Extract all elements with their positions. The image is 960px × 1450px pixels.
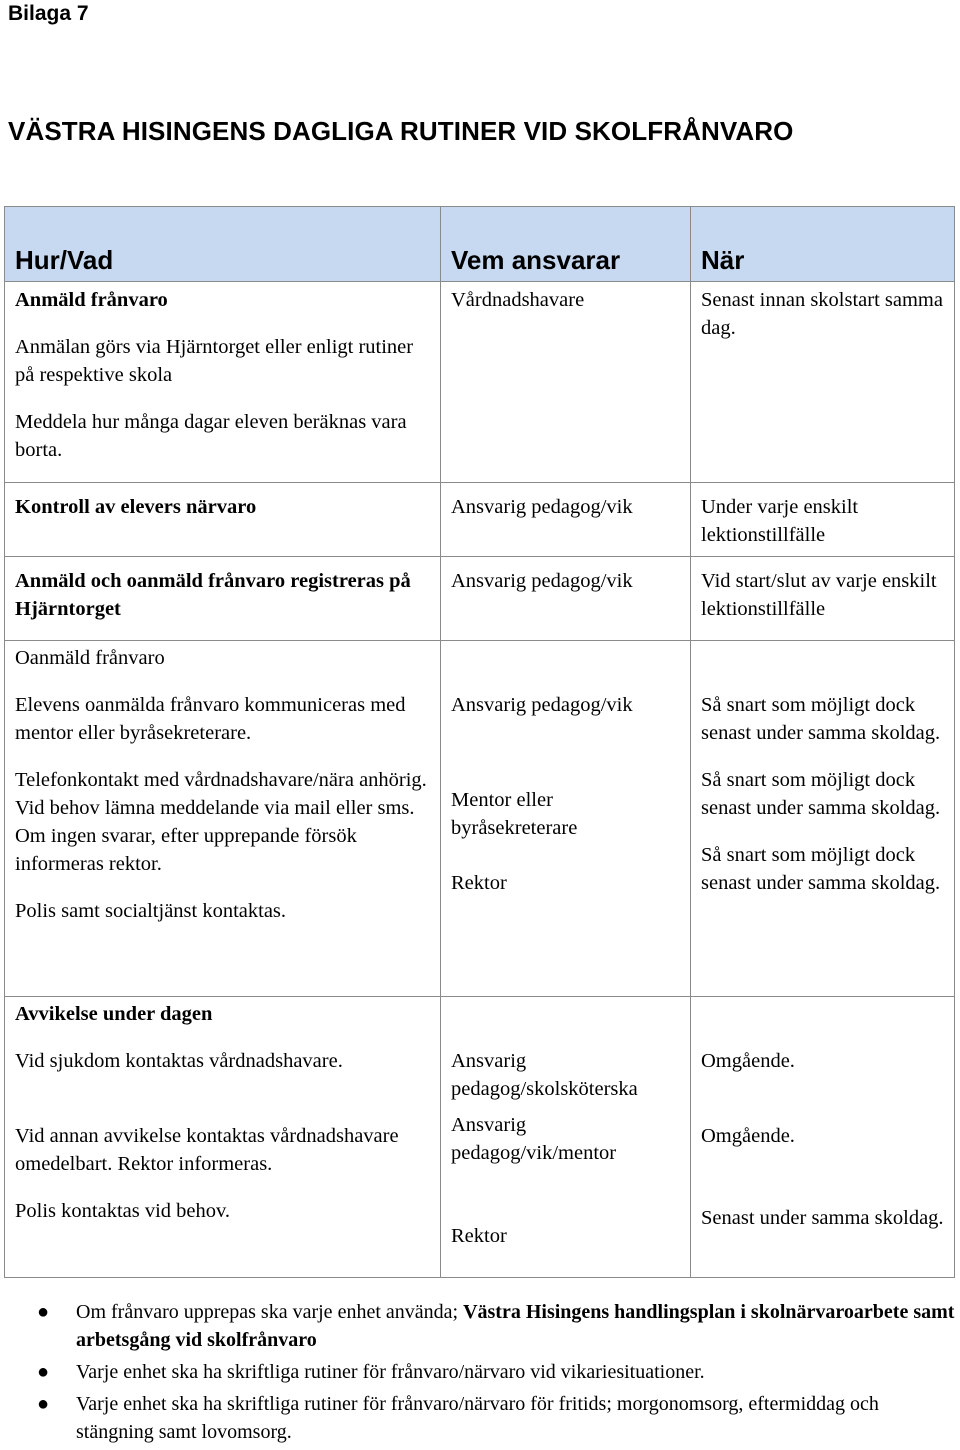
table-header-row (5, 207, 955, 282)
cell-what (5, 483, 441, 557)
table-row (5, 557, 955, 641)
note-text: Varje enhet ska ha skriftliga rutiner för frånvaro/närvaro vid vikariesituationer. (76, 1361, 705, 1383)
routine-table (4, 206, 955, 1278)
responsible-text: Mentor eller byråsekreterare (451, 789, 578, 839)
cell-who (441, 282, 691, 483)
cell-when (691, 641, 955, 997)
row-text: Vid annan avvikelse kontaktas vårdnadshavare omedelbart. Rektor informeras. (15, 1125, 399, 1175)
column-header-when: När (691, 207, 955, 282)
appendix-label: Bilaga 7 (8, 2, 89, 25)
row-text: Meddela hur många dagar eleven beräknas vara borta. (15, 411, 407, 461)
list-item (0, 1298, 960, 1354)
responsible-text: Ansvarig pedagog/vik (451, 694, 633, 716)
cell-when (691, 557, 955, 641)
when-text: Senast under samma skoldag. (701, 1207, 944, 1229)
when-text: Så snart som möjligt dock senast under samma skoldag. (701, 844, 941, 894)
row-heading: Oanmäld frånvaro (15, 647, 165, 669)
table-row (5, 282, 955, 483)
row-text: Polis kontaktas vid behov. (15, 1200, 231, 1222)
cell-what (5, 557, 441, 641)
notes-list (0, 1298, 960, 1450)
when-text: Omgående. (701, 1125, 795, 1147)
cell-when (691, 483, 955, 557)
cell-when (691, 282, 955, 483)
bullet-icon: ● (37, 1393, 50, 1415)
cell-what (5, 282, 441, 483)
cell-who (441, 997, 691, 1278)
cell-who (441, 557, 691, 641)
responsible-text: Rektor (451, 1225, 507, 1247)
row-heading: Kontroll av elevers närvaro (15, 496, 257, 518)
bullet-icon: ● (37, 1361, 50, 1383)
row-text: Elevens oanmälda frånvaro kommuniceras med mentor eller byråsekreterare. (15, 694, 406, 744)
responsible-text: Ansvarig pedagog/vik (451, 496, 633, 518)
note-text: Varje enhet ska ha skriftliga rutiner för frånvaro/närvaro för fritids; morgonomsorg, eftermiddag och stängning samt lovomsorg. (76, 1393, 879, 1443)
list-item (0, 1358, 960, 1386)
row-heading: Anmäld och oanmäld frånvaro registreras på Hjärntorget (15, 570, 411, 620)
bullet-icon: ● (37, 1301, 50, 1323)
when-text: Så snart som möjligt dock senast under samma skoldag. (701, 694, 941, 744)
row-text: Telefonkontakt med vårdnadshavare/nära anhörig. Vid behov lämna meddelande via mail eller sms. Om ingen svarar, efter upprepande försök informeras rektor. (15, 769, 427, 875)
note-text: Om frånvaro upprepas ska varje enhet använda; (76, 1301, 464, 1323)
responsible-text: Ansvarig pedagog/skolsköterska (451, 1050, 638, 1100)
row-text: Vid sjukdom kontaktas vårdnadshavare. (15, 1050, 343, 1072)
when-text: Så snart som möjligt dock senast under samma skoldag. (701, 769, 941, 819)
cell-what (5, 997, 441, 1278)
row-text: Polis samt socialtjänst kontaktas. (15, 900, 287, 922)
column-header-responsible: Vem ansvarar (441, 207, 691, 282)
row-heading: Anmäld frånvaro (15, 289, 168, 311)
responsible-text: Ansvarig pedagog/vik (451, 570, 633, 592)
row-text: Anmälan görs via Hjärntorget eller enligt rutiner på respektive skola (15, 336, 414, 386)
when-text: Under varje enskilt lektionstillfälle (701, 496, 859, 546)
cell-what (5, 641, 441, 997)
cell-who (441, 641, 691, 997)
when-text: Senast innan skolstart samma dag. (701, 289, 943, 339)
table-row (5, 641, 955, 997)
responsible-text: Ansvarig pedagog/vik/mentor (451, 1114, 617, 1164)
cell-who (441, 483, 691, 557)
document-title: VÄSTRA HISINGENS DAGLIGA RUTINER VID SKOLFRÅNVARO (8, 116, 794, 146)
table-row (5, 997, 955, 1278)
when-text: Vid start/slut av varje enskilt lektionstillfälle (701, 570, 937, 620)
responsible-text: Rektor (451, 872, 507, 894)
column-header-how-what: Hur/Vad (5, 207, 441, 282)
list-item (0, 1390, 960, 1446)
when-text: Omgående. (701, 1050, 795, 1072)
table-row (5, 483, 955, 557)
cell-when (691, 997, 955, 1278)
responsible-text: Vårdnadshavare (451, 289, 585, 311)
note-bold-text: Västra Hisingens handlingsplan i skolnärvaroarbete samt arbetsgång vid skolfrånvaro (76, 1301, 955, 1351)
row-heading: Avvikelse under dagen (15, 1003, 213, 1025)
